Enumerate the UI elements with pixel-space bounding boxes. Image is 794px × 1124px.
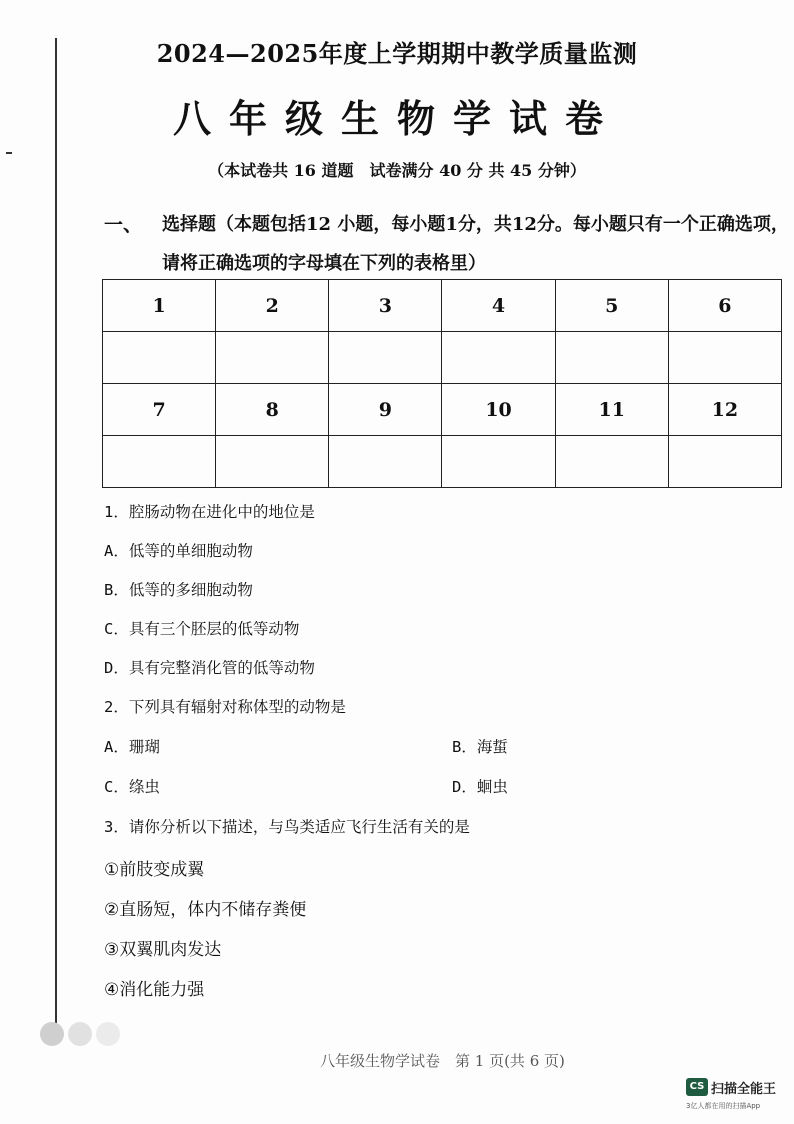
question-2-option-d: D．蛔虫 bbox=[452, 778, 508, 796]
question-1-option-b: B．低等的多细胞动物 bbox=[104, 581, 253, 599]
question-1-option-a: A．低等的单细胞动物 bbox=[104, 542, 253, 560]
blur-blob bbox=[96, 1022, 120, 1046]
question-2-option-b: B．海蜇 bbox=[452, 738, 508, 756]
grid-answer-cell[interactable] bbox=[668, 332, 781, 384]
answer-grid-blank-row bbox=[103, 332, 782, 384]
grid-number-cell: 11 bbox=[555, 384, 668, 436]
edge-mark bbox=[6, 152, 12, 154]
scanner-logo-icon: CS bbox=[686, 1078, 708, 1096]
question-3-item-4: ④消化能力强 bbox=[104, 980, 205, 1000]
paper-title: 八年级生物学试卷 bbox=[172, 96, 621, 141]
binding-margin-line bbox=[55, 38, 57, 1038]
grid-number-cell: 10 bbox=[442, 384, 555, 436]
section-instruction-line1: 选择题（本题包括12 小题，每小题1分，共12分。每小题只有一个正确选项， bbox=[162, 214, 789, 235]
grid-number-cell: 4 bbox=[442, 280, 555, 332]
grid-answer-cell[interactable] bbox=[668, 436, 781, 488]
blur-blob bbox=[40, 1022, 64, 1046]
grid-answer-cell[interactable] bbox=[442, 436, 555, 488]
answer-grid-blank-row bbox=[103, 436, 782, 488]
scanner-app-tagline: 3亿人都在用的扫描App bbox=[686, 1102, 761, 1110]
grid-answer-cell[interactable] bbox=[442, 332, 555, 384]
exam-info: （本试卷共 16 道题 试卷满分 40 分 共 45 分钟） bbox=[208, 161, 586, 180]
grid-answer-cell[interactable] bbox=[555, 436, 668, 488]
grid-answer-cell[interactable] bbox=[216, 332, 329, 384]
answer-grid-number-row bbox=[103, 384, 782, 436]
question-1-stem: 1．腔肠动物在进化中的地位是 bbox=[104, 503, 315, 521]
grid-answer-cell[interactable] bbox=[216, 436, 329, 488]
scan-artifact bbox=[40, 1010, 340, 1060]
question-3-item-3: ③双翼肌肉发达 bbox=[104, 940, 222, 960]
grid-number-cell: 12 bbox=[668, 384, 781, 436]
answer-grid bbox=[102, 279, 782, 488]
question-3-item-2: ②直肠短，体内不储存粪便 bbox=[104, 900, 307, 920]
question-2-option-a: A．珊瑚 bbox=[104, 738, 160, 756]
exam-title: 2024—2025年度上学期期中教学质量监测 bbox=[156, 39, 638, 68]
grid-answer-cell[interactable] bbox=[329, 332, 442, 384]
question-1-option-c: C．具有三个胚层的低等动物 bbox=[104, 620, 300, 638]
grid-number-cell: 9 bbox=[329, 384, 442, 436]
grid-answer-cell[interactable] bbox=[103, 332, 216, 384]
question-2-stem: 2．下列具有辐射对称体型的动物是 bbox=[104, 698, 346, 716]
question-3-item-1: ①前肢变成翼 bbox=[104, 860, 205, 880]
grid-number-cell: 1 bbox=[103, 280, 216, 332]
grid-answer-cell[interactable] bbox=[103, 436, 216, 488]
scanner-app-name: 扫描全能王 bbox=[711, 1082, 777, 1097]
grid-number-cell: 3 bbox=[329, 280, 442, 332]
page-footer: 八年级生物学试卷 第 1 页(共 6 页) bbox=[320, 1052, 565, 1070]
grid-number-cell: 5 bbox=[555, 280, 668, 332]
grid-number-cell: 6 bbox=[668, 280, 781, 332]
blur-blob bbox=[68, 1022, 92, 1046]
section-number: 一、 bbox=[104, 214, 143, 236]
question-2-option-c: C．绦虫 bbox=[104, 778, 160, 796]
grid-number-cell: 7 bbox=[103, 384, 216, 436]
section-instruction-line2: 请将正确选项的字母填在下列的表格里） bbox=[162, 253, 486, 274]
grid-number-cell: 8 bbox=[216, 384, 329, 436]
question-1-option-d: D．具有完整消化管的低等动物 bbox=[104, 659, 315, 677]
answer-grid-number-row bbox=[103, 280, 782, 332]
grid-answer-cell[interactable] bbox=[329, 436, 442, 488]
question-3-stem: 3．请你分析以下描述，与鸟类适应飞行生活有关的是 bbox=[104, 818, 470, 836]
grid-number-cell: 2 bbox=[216, 280, 329, 332]
grid-answer-cell[interactable] bbox=[555, 332, 668, 384]
